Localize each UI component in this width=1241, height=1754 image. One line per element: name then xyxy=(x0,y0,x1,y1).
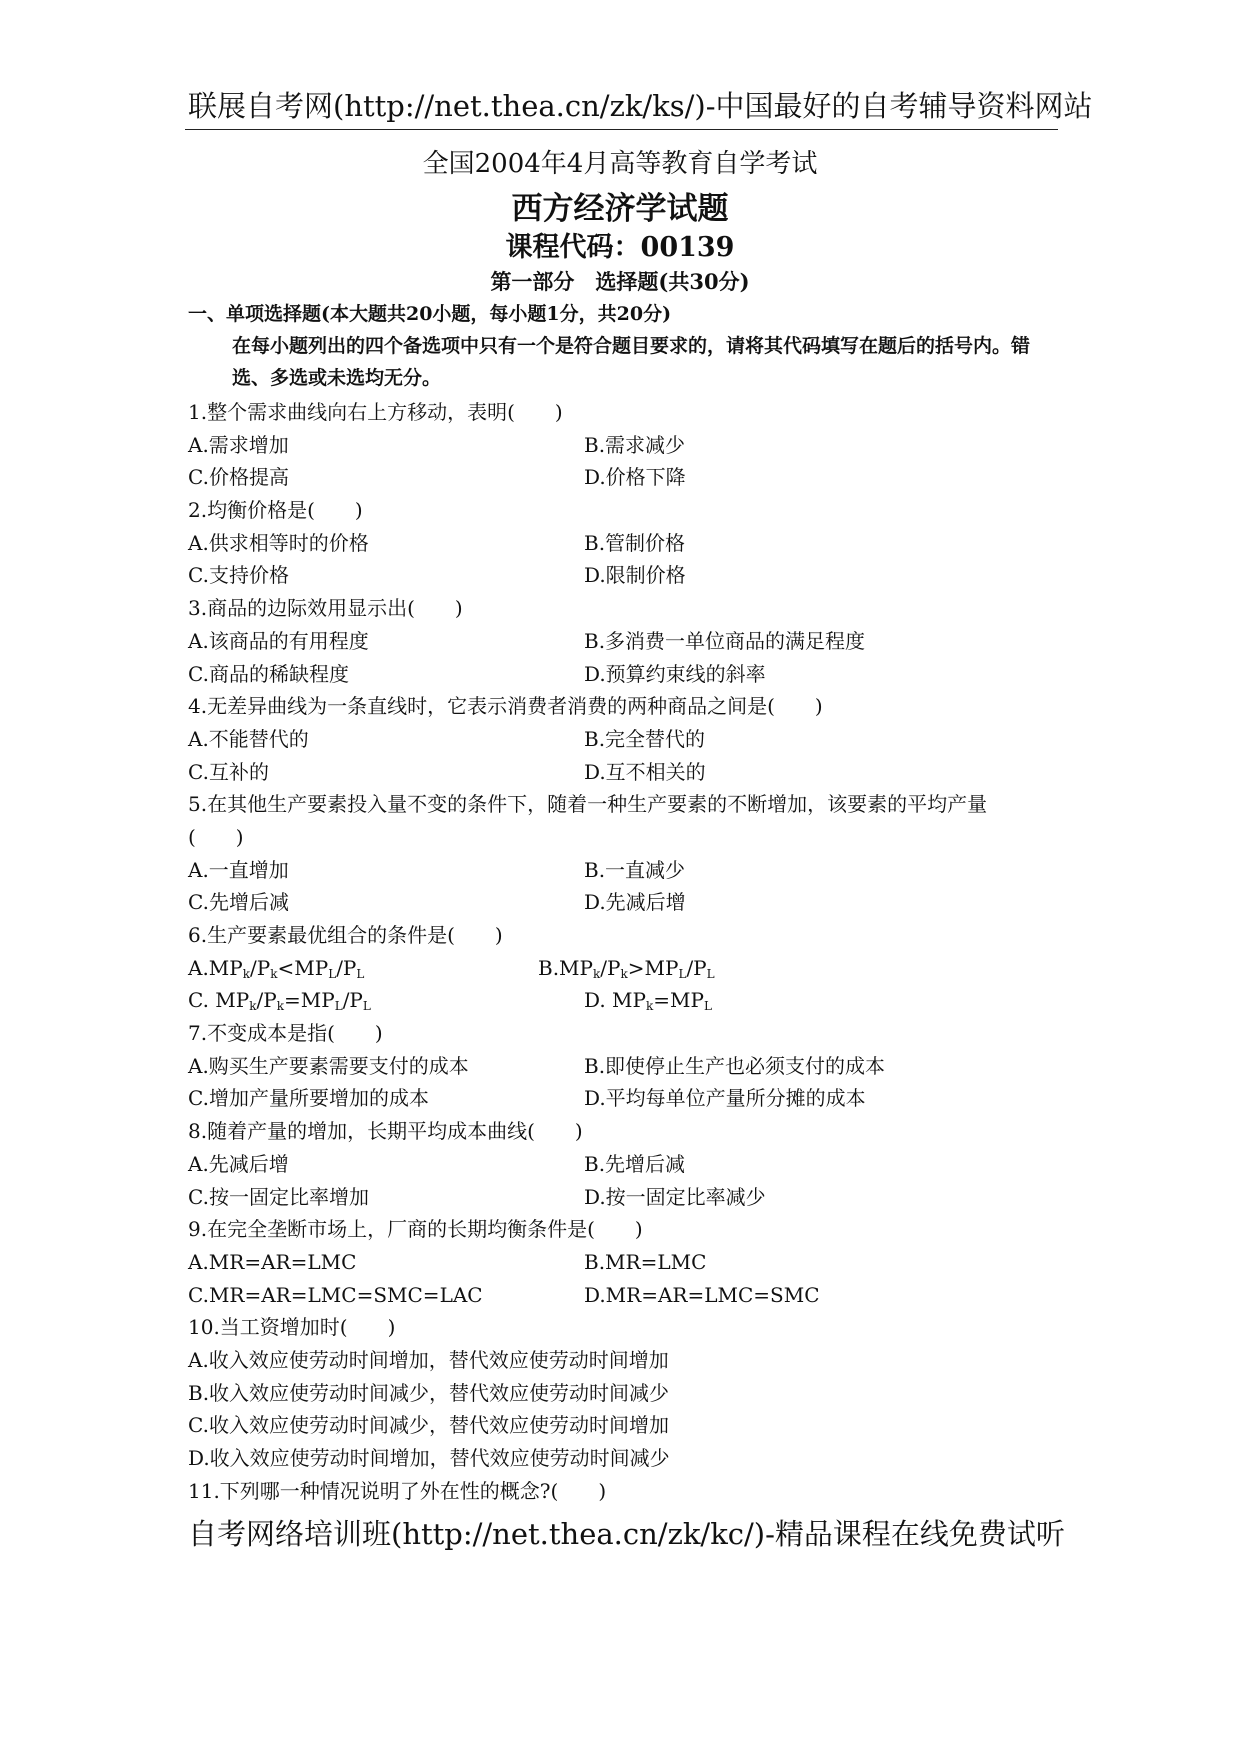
option-row xyxy=(188,461,1068,494)
section-title: 一、单项选择题(本大题共20小题，每小题1分，共20分) xyxy=(188,303,672,325)
question-list xyxy=(188,396,1068,1507)
option-row xyxy=(188,984,1068,1017)
option-row xyxy=(188,1050,1068,1083)
option-d: D.互不相关的 xyxy=(584,759,706,784)
option-b: B.MR=LMC xyxy=(584,1249,707,1274)
option-b: B.一直减少 xyxy=(584,857,686,882)
option-row xyxy=(188,1181,1068,1214)
option-a: A.购买生产要素需要支付的成本 xyxy=(188,1053,469,1078)
option-row xyxy=(188,886,1068,919)
option-c: C.互补的 xyxy=(188,759,269,784)
option-d: D.先减后增 xyxy=(584,890,686,915)
question-stem: 6.生产要素最优组合的条件是( ) xyxy=(188,923,503,947)
option-d: D. $MP_k=MP_L$ xyxy=(584,988,712,1014)
question-stem: 7.不变成本是指( ) xyxy=(188,1021,383,1046)
section-instructions: 在每小题列出的四个备选项中只有一个是符合题目要求的，请将其代码填写在题后的括号内。错选、多选或未选均无分。 xyxy=(232,335,1031,389)
option-d: D.预算约束线的斜率 xyxy=(584,661,766,686)
header-divider xyxy=(185,129,1058,130)
option-a: A.一直增加 xyxy=(188,857,289,882)
option-d: D.平均每单位产量所分摊的成本 xyxy=(584,1086,866,1111)
option-row xyxy=(188,658,1068,691)
option-row xyxy=(188,756,1068,789)
site-header-banner: 联展自考网(http://net.thea.cn/zk/ks/)-中国最好的自考辅导资料网站 xyxy=(188,89,1093,123)
option-a: $A.MP_k/P_k<MP_L/P_L$ xyxy=(188,955,365,981)
part-title: 第一部分 选择题(共30分) xyxy=(490,269,750,294)
option-d: D.价格下降 xyxy=(584,465,686,490)
option-row xyxy=(188,527,1068,560)
option-c: C.增加产量所要增加的成本 xyxy=(188,1086,429,1111)
option-b: B.多消费一单位商品的满足程度 xyxy=(584,628,866,653)
option-a: A.需求增加 xyxy=(188,432,289,457)
option-row xyxy=(188,723,1068,756)
site-footer-banner: 自考网络培训班(http://net.thea.cn/zk/kc/)-精品课程在线免费试听 xyxy=(188,1517,1065,1551)
option-row xyxy=(188,1246,1068,1279)
question-stem: 11.下列哪一种情况说明了外在性的概念?( ) xyxy=(188,1478,607,1503)
option-row xyxy=(188,1148,1068,1181)
option-c: C.先增后减 xyxy=(188,890,289,915)
subject-title: 西方经济学试题 xyxy=(511,191,729,227)
question-stem-continued: ( ) xyxy=(188,824,244,849)
question-stem: 2.均衡价格是( ) xyxy=(188,498,363,523)
option-a: A.收入效应使劳动时间增加，替代效应使劳动时间增加 xyxy=(188,1347,669,1372)
question-stem: 9.在完全垄断市场上，厂商的长期均衡条件是( ) xyxy=(188,1217,643,1242)
option-b: B.完全替代的 xyxy=(584,726,706,751)
option-row xyxy=(188,1082,1068,1115)
option-c: C.MR=AR=LMC=SMC=LAC xyxy=(188,1282,483,1307)
option-c: C.商品的稀缺程度 xyxy=(188,661,349,686)
question-stem: 3.商品的边际效用显示出( ) xyxy=(188,596,463,621)
question-stem: 5.在其他生产要素投入量不变的条件下，随着一种生产要素的不断增加，该要素的平均产量 xyxy=(188,792,988,817)
option-row xyxy=(188,429,1068,462)
option-b: B.收入效应使劳动时间减少，替代效应使劳动时间减少 xyxy=(188,1380,670,1405)
option-b: B.管制价格 xyxy=(584,530,686,555)
option-b: $B.MP_k/P_k>MP_L/P_L$ xyxy=(538,955,715,981)
option-b: B.先增后减 xyxy=(584,1151,686,1176)
option-a: A.供求相等时的价格 xyxy=(188,530,369,555)
option-c: C.价格提高 xyxy=(188,465,289,490)
question-stem: 8.随着产量的增加，长期平均成本曲线( ) xyxy=(188,1119,583,1144)
option-c: C. $MP_k/P_k=MP_L/P_L$ xyxy=(188,988,371,1014)
question-stem: 1.整个需求曲线向右上方移动，表明( ) xyxy=(188,400,563,424)
option-d: D.按一固定比率减少 xyxy=(584,1184,766,1209)
course-code: 课程代码：00139 xyxy=(505,232,735,263)
question-stem: 10.当工资增加时( ) xyxy=(188,1315,396,1340)
option-row xyxy=(188,952,1068,985)
question-stem: 4.无差异曲线为一条直线时，它表示消费者消费的两种商品之间是( ) xyxy=(188,694,823,719)
option-c: C.按一固定比率增加 xyxy=(188,1184,369,1209)
option-d: D.收入效应使劳动时间增加，替代效应使劳动时间减少 xyxy=(188,1446,670,1470)
option-row xyxy=(188,1279,1068,1312)
option-row xyxy=(188,854,1068,887)
option-c: C.支持价格 xyxy=(188,563,289,588)
option-d: D.MR=AR=LMC=SMC xyxy=(584,1282,820,1307)
option-row xyxy=(188,625,1068,658)
option-c: C.收入效应使劳动时间减少，替代效应使劳动时间增加 xyxy=(188,1413,669,1438)
option-a: A.该商品的有用程度 xyxy=(188,628,369,653)
option-b: B.需求减少 xyxy=(584,432,686,457)
option-row xyxy=(188,559,1068,592)
exam-title: 全国2004年4月高等教育自学考试 xyxy=(422,149,818,179)
option-a: A.先减后增 xyxy=(188,1151,289,1176)
option-a: A.不能替代的 xyxy=(188,726,309,751)
option-a: A.MR=AR=LMC xyxy=(188,1249,357,1274)
option-d: D.限制价格 xyxy=(584,563,686,588)
option-b: B.即使停止生产也必须支付的成本 xyxy=(584,1053,886,1078)
